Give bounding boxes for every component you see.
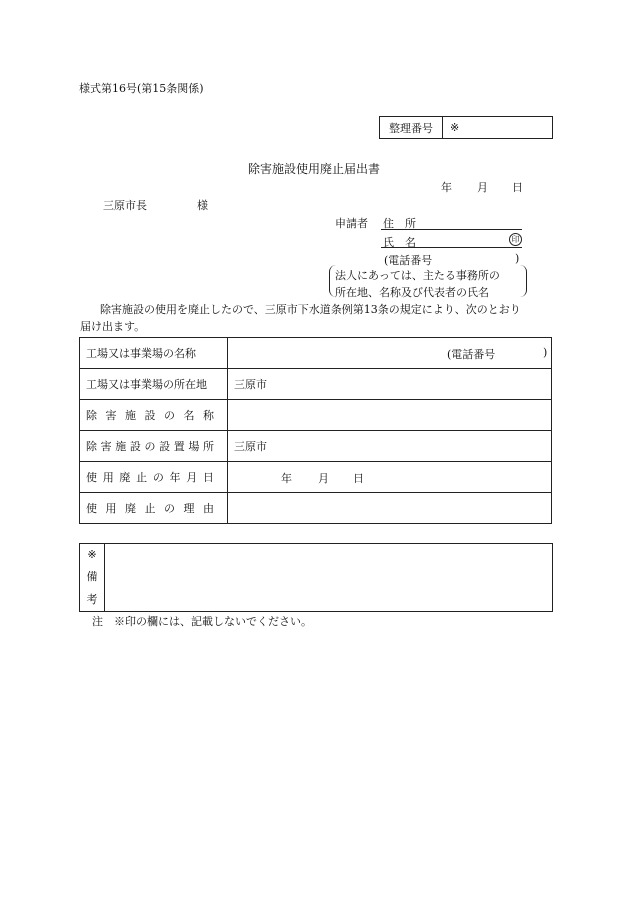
body-text-line2: 届け出ます。 [80,320,146,333]
corporation-note-line1: 法人にあっては、主たる事務所の [335,269,500,282]
facility-phone-close: ) [543,346,548,359]
table-row [80,462,552,493]
abatement-facility-site-label: 除 害 施 設 の 設 置 場 所 [80,431,228,462]
facility-name-field[interactable] [228,338,552,369]
abatement-facility-name-label: 除 害 施 設 の 名 称 [80,400,228,431]
table-row [80,400,552,431]
discontinuation-reason-label: 使 用 廃 止 の 理 由 [80,493,228,524]
facility-name-label: 工場又は事業場の名称 [80,338,228,369]
discontinuation-month: 月 [318,472,329,485]
reference-number-value: ※ [450,121,460,134]
addressee-honorific: 様 [197,199,208,212]
reference-number-box [379,116,553,139]
date-day: 日 [512,181,523,194]
address-underline [381,229,522,230]
corporation-note-line2: 所在地、名称及び代表者の氏名 [335,286,489,299]
table-row [80,338,552,369]
addressee-name: 三原市長 [103,199,147,212]
phone-open: (電話番号 [384,254,433,267]
facility-location-value: 三原市 [234,378,267,391]
applicant-label: 申請者 [335,217,368,230]
table-row [80,493,552,524]
remarks-char1: 備 [86,569,98,583]
remarks-char2: 考 [86,593,98,607]
address-label: 住 所 [383,217,416,230]
phone-close: ) [515,252,520,265]
reference-number-label: 整理番号 [380,117,443,138]
remarks-header [80,544,105,611]
discontinuation-date-label: 使 用 廃 止 の 年 月 日 [80,462,228,493]
abatement-facility-name-field[interactable] [228,400,552,431]
seal-icon: 印 [509,233,522,246]
form-table [79,337,552,524]
discontinuation-day: 日 [353,472,364,485]
discontinuation-year: 年 [281,472,292,485]
name-label: 氏 名 [383,236,416,249]
discontinuation-date-field[interactable] [228,462,552,493]
document-title: 除害施設使用廃止届出書 [248,162,381,176]
table-row [80,369,552,400]
table-row [80,431,552,462]
remarks-mark: ※ [87,547,97,561]
date-month: 月 [477,181,488,194]
date-year: 年 [441,181,452,194]
abatement-facility-site-field[interactable] [228,431,552,462]
facility-phone-open: (電話番号 [447,348,496,361]
remarks-box [79,543,553,612]
facility-location-field[interactable] [228,369,552,400]
discontinuation-reason-field[interactable] [228,493,552,524]
body-text-line1: 除害施設の使用を廃止したので、三原市下水道条例第13条の規定により、次のとおり [100,303,521,316]
name-underline [381,247,522,248]
form-number: 様式第16号(第15条関係) [79,82,204,95]
facility-location-label: 工場又は事業場の所在地 [80,369,228,400]
abatement-facility-site-value: 三原市 [234,440,267,453]
remarks-field[interactable] [105,544,552,611]
footnote: 注 ※印の欄には、記載しないでください。 [92,615,312,628]
